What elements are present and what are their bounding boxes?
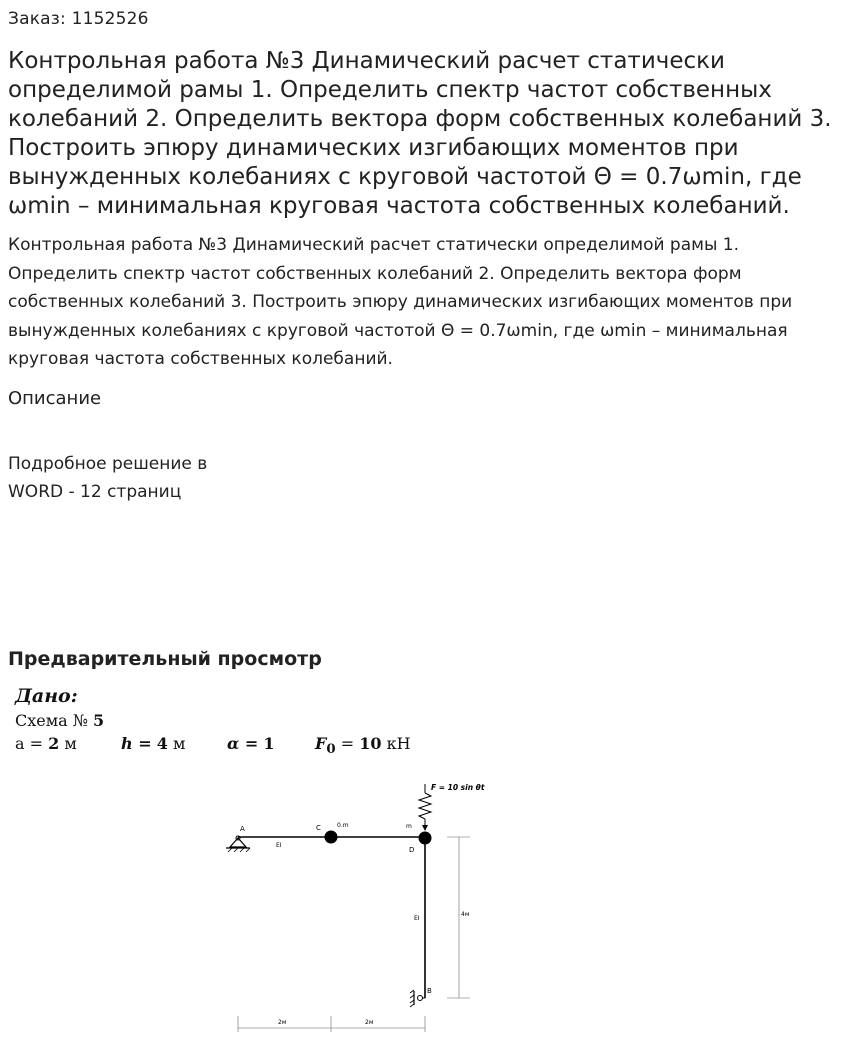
force-label: F = 10 sin θt bbox=[431, 783, 485, 792]
stiffness-label-beam: EI bbox=[276, 842, 282, 849]
dimension-left-label: 2м bbox=[278, 1019, 287, 1026]
stiffness-label-column: EI bbox=[414, 915, 420, 922]
page-title: Контрольная работа №3 Динамический расчет статически определимой рамы 1. Определить спектр частот собственных колебаний 2. Определить вектора форм собственных колебаний 3. Построить эпюру динамических изгибающих моментов при вынужденных колебаниях с круговой частотой Θ = 0.7ωmin, где ωmin – минимальная круговая частота собственных колебаний. bbox=[8, 48, 832, 219]
description-label: Описание bbox=[8, 388, 102, 409]
given-label: Дано: bbox=[15, 685, 78, 707]
detail-line: WORD - 12 страниц bbox=[8, 482, 182, 502]
preview-image bbox=[0, 680, 847, 1044]
pin-support-a bbox=[226, 836, 250, 852]
mass-label-c: 0.m bbox=[337, 822, 349, 829]
preview-heading: Предварительный просмотр bbox=[8, 648, 322, 670]
description-text: Контрольная работа №3 Динамический расчет статически определимой рамы 1. Определить спектр частот собственных колебаний 2. Определить вектора форм собственных колебаний 3. Построить эпюру динамических изгибающих моментов при вынужденных колебаниях с круговой частотой Θ = 0.7ωmin, где ωmin – минимальная круговая частота собственных колебаний. bbox=[8, 235, 793, 369]
node-label-c: C bbox=[316, 824, 321, 832]
dimension-height-label: 4м bbox=[461, 911, 470, 918]
roller-support-b bbox=[410, 990, 425, 1007]
param-a: a = 2 м bbox=[15, 734, 77, 753]
scheme-number: 5 bbox=[93, 711, 105, 730]
dimension-right-label: 2м bbox=[365, 1019, 374, 1026]
param-h: h = 4 м bbox=[121, 734, 186, 753]
mass-c bbox=[325, 831, 338, 844]
mass-d bbox=[419, 832, 432, 845]
frame-diagram bbox=[0, 680, 847, 1044]
scheme-prefix: Схема № bbox=[15, 711, 88, 730]
order-number: Заказ: 1152526 bbox=[8, 9, 149, 29]
param-force: $F_0 = 10$ кН bbox=[315, 734, 411, 758]
node-label-d: D bbox=[409, 846, 415, 854]
node-label-a: A bbox=[240, 825, 245, 833]
detail-line: Подробное решение в bbox=[8, 454, 208, 474]
spring-force bbox=[419, 784, 431, 831]
solution-details bbox=[8, 450, 268, 506]
mass-label-d: m bbox=[406, 823, 412, 830]
dimension-bottom bbox=[238, 1016, 425, 1032]
param-alpha: α = 1 bbox=[227, 734, 275, 753]
node-label-b: B bbox=[427, 987, 432, 995]
